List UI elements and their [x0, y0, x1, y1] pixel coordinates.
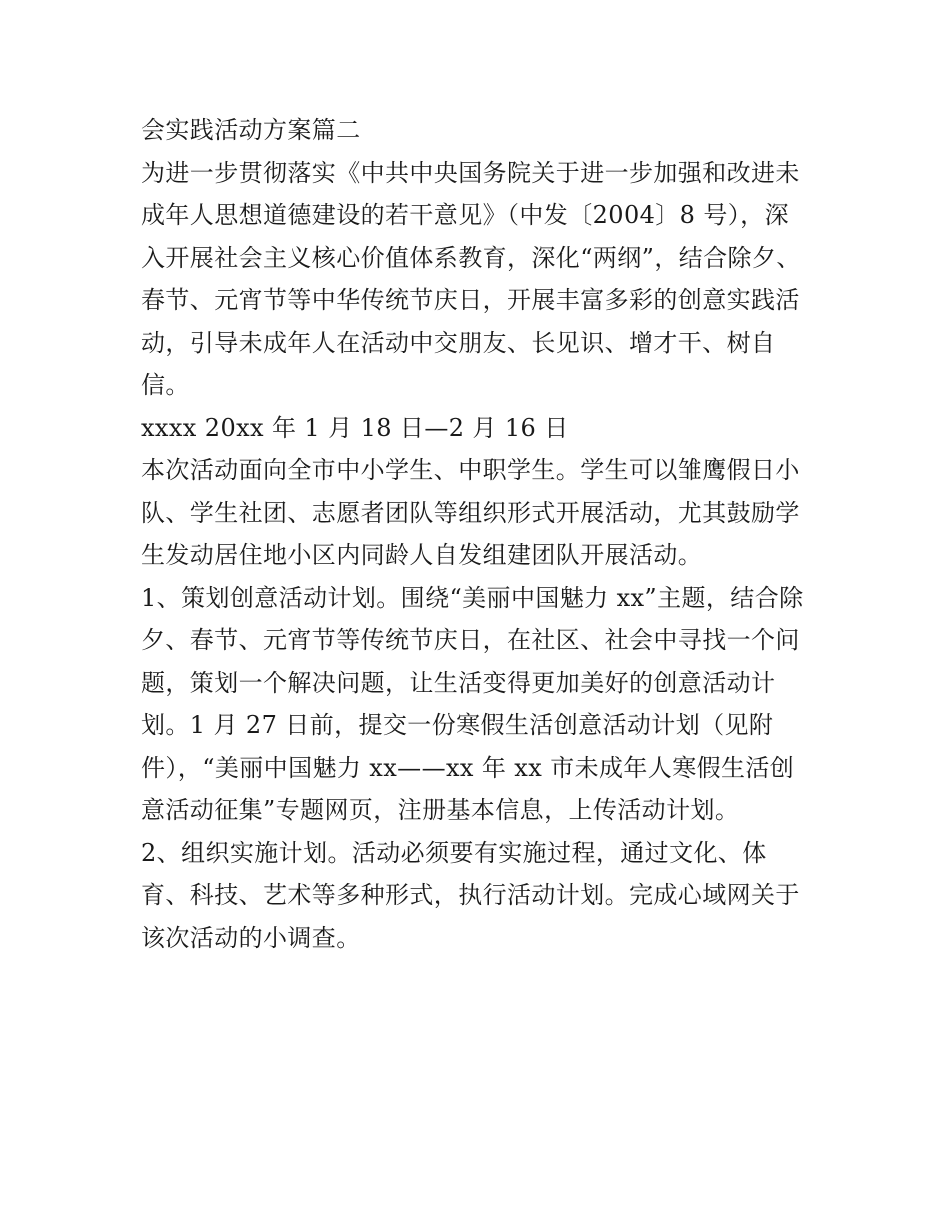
text-line: 本次活动面向全市中小学生、中职学生。学生可以雏鹰假日小 [141, 456, 800, 484]
text-line: 意活动征集”专题网页，注册基本信息，上传活动计划。 [141, 796, 740, 824]
document-page [141, 109, 821, 959]
step-1-paragraph [141, 577, 821, 832]
text-line: xxxx 20xx 年 1 月 18 日—2 月 16 日 [141, 413, 569, 442]
text-line: 该次活动的小调查。 [141, 923, 361, 952]
intro-paragraph [141, 152, 821, 407]
text-line: 件），“美丽中国魅力 xx——xx 年 xx 市未成年人寒假生活创 [141, 753, 795, 782]
text-line: 划。1 月 27 日前，提交一份寒假生活创意活动计划（见附 [141, 711, 774, 739]
text-line: 2、组织实施计划。活动必须要有实施过程，通过文化、体 [141, 838, 767, 867]
step-2-paragraph [141, 832, 821, 960]
text-line: 春节、元宵节等中华传统节庆日，开展丰富多彩的创意实践活 [141, 286, 800, 314]
text-line: 队、学生社团、志愿者团队等组织形式开展活动，尤其鼓励学 [141, 498, 800, 527]
text-line: 1、策划创意活动计划。围绕“美丽中国魅力 xx”主题，结合除 [141, 583, 804, 612]
text-line: 为进一步贯彻落实《中共中央国务院关于进一步加强和改进未 [141, 158, 800, 187]
text-line: 夕、春节、元宵节等传统节庆日，在社区、社会中寻找一个问 [141, 626, 800, 654]
text-line: 信。 [141, 371, 190, 399]
date-paragraph [141, 407, 821, 450]
text-line: 生发动居住地小区内同龄人自发组建团队开展活动。 [141, 541, 703, 569]
text-line: 动，引导未成年人在活动中交朋友、长见识、增才干、树自 [141, 328, 776, 357]
document-title: 会实践活动方案篇二 [141, 116, 361, 144]
text-line: 入开展社会主义核心价值体系教育，深化“两纲”，结合除夕、 [141, 243, 801, 272]
text-line: 育、科技、艺术等多种形式，执行活动计划。完成心域网关于 [141, 881, 800, 909]
text-line: 成年人思想道德建设的若干意见》（中发〔2004〕8 号），深 [141, 201, 789, 229]
text-line: 题，策划一个解决问题，让生活变得更加美好的创意活动计 [141, 668, 776, 697]
participants-paragraph [141, 449, 821, 577]
